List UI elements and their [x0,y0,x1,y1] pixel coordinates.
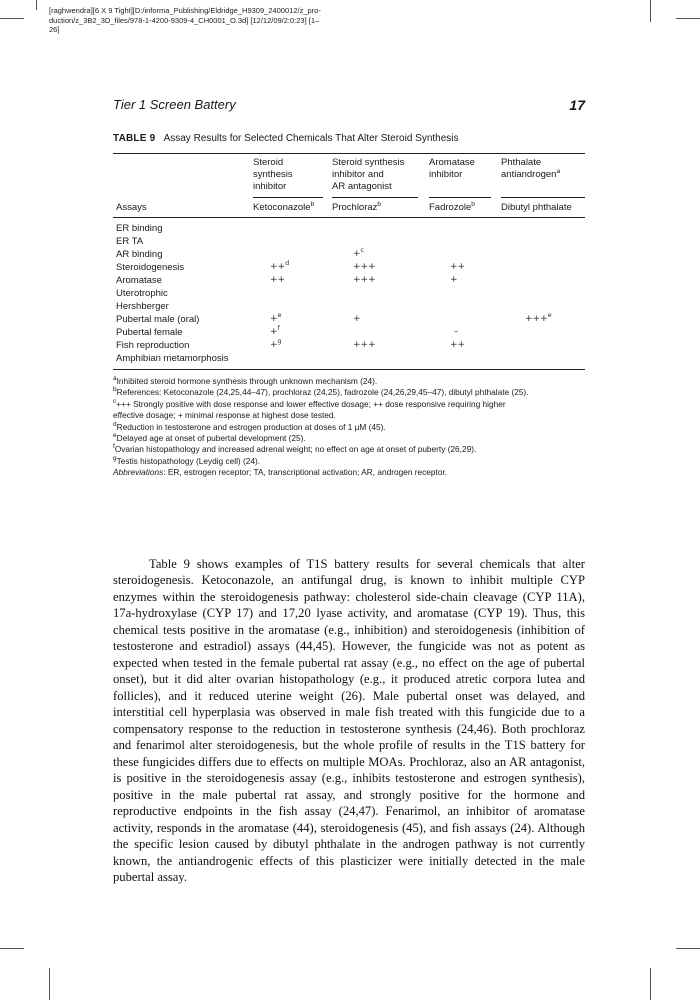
table-row [113,259,585,275]
group-underline [253,197,323,198]
table-row [113,246,585,262]
group-header-aromatase-inhibitor [429,157,475,181]
group-header-ar-antagonist [332,157,404,193]
footnote-mark: c [113,397,117,405]
result-value: + [450,275,458,285]
footnote-text: References: Ketoconazole (24,25,44–47), prochloraz (24,25), fadrozole (24,26,29,45–47), dibutyl phthalate (25). [116,387,529,398]
result-value: +++ [525,314,548,324]
group-underline [501,197,585,198]
footnote-text: Delayed age at onset of pubertal development (25). [116,433,306,444]
result-ketoconazole [270,324,280,337]
group-header-line: inhibitor [429,169,463,180]
result-fadrozole [454,327,459,337]
abbreviations-text: : ER, estrogen receptor; TA, transcriptional activation; AR, androgen receptor. [163,467,448,478]
footnote-ref: e [277,311,282,319]
footnote-text: Ovarian histopathology and increased adrenal weight; no effect on age at onset of puberty (26,29). [114,444,477,455]
result-fadrozole [450,262,465,272]
body-paragraph: Table 9 shows examples of T1S battery results for several chemicals that alter steroidogenesis. Ketoconazole, an antifungal drug, is known to inhibit multiple CYP enzymes within the steroidogenesis pathway: cholesterol side-chain cleavage (CYP 11A), 17a-hydroxylase (CYP 17) and 17,20 lyase activity, and aromatase (CYP 19). Thus, this chemical tests positive in the aromatase (e.g., inhibition) and steroidogenesis (inhibition of testosterone and estradiol) assays (44,45). However, the fungicide was not as potent as expected when tested in the female pubertal rat assay (e.g., no effect on the age of pubertal onset), but it did alter ovarian histopathology (e.g., it produced atretic corpora lutea and follicles), and it reduced uterine weight (26). Male pubertal onset was delayed, and interstitial cell hyperplasia was observed in male fish treated with this fungicide due to a compensatory response to the reduction in testosterone synthesis (24,46). Both prochloraz and fenarimol alter steroidogenesis, but the whole profile of results in the T1S battery for these fungicides differs due to effects on multiple MOAs. Prochloraz, also an AR antagonist, is positive in the steroidogenesis assay (e.g., inhibits testosterone and estrogen synthesis), positive in the male pubertal rat assay, and strongly positive for the hormone and reproductive endpoints in the fish assay (24,47). Fenarimol, an inhibitor of aromatase activity, responds in the aromatase (44), steroidogenesis (45), and fish assays (24). Although the specific lesion caused by dibutyl phthalate in the androgen pathway is not currently known, the antiandrogenic effects of this plasticizer were initially detected in the male pubertal assay. [113,556,585,885]
column-header-dibutyl-phthalate [501,202,572,213]
result-value: + [270,314,278,324]
group-header-line: Steroid synthesis [332,157,405,168]
table-group-headers [113,154,585,194]
footnote-ref: g [277,337,282,345]
group-header-line: AR antagonist [332,181,392,192]
crop-mark-bottom-right-vertical [650,968,651,1000]
chemical-name: Ketoconazole [253,202,311,213]
production-slug [49,6,389,35]
result-prochloraz [353,262,376,272]
result-prochloraz [353,246,365,259]
slug-line-3: 26] [49,25,60,34]
column-header-fadrozole [429,202,475,213]
abbreviations-label: Abbreviations [113,467,164,478]
table-row [113,337,585,353]
result-ketoconazole [270,311,282,324]
assay-name: Uterotrophic [116,288,168,299]
assay-name: Aromatase [116,275,162,286]
footnote-abbreviations [113,467,585,478]
column-header-assays: Assays [116,202,147,213]
result-ketoconazole [270,259,290,272]
result-value: +++ [353,262,376,272]
table-row [113,353,585,366]
footnote-mark: g [113,454,117,462]
crop-mark-bottom-right [676,948,700,949]
result-value: +++ [353,275,376,285]
table-row [113,311,585,327]
footnote-ref: f [277,324,280,332]
table-label: TABLE 9 [113,133,156,144]
table-row [113,301,585,314]
assay-name: Amphibian metamorphosis [116,353,229,364]
footnote-text: Reduction in testosterone and estrogen production at doses of 1 μM (45). [116,421,386,432]
column-header-ketoconazole [253,202,314,213]
running-head [113,97,585,113]
assay-name: Fish reproduction [116,340,190,351]
result-dibutyl-phthalate [525,311,552,324]
table-row [113,275,585,288]
crop-mark-bottom-left [0,948,24,949]
footnote-text: effective dosage; + minimal response at highest dose tested. [113,410,336,421]
footnote-ref: d [285,259,290,267]
footnote-ref: b [471,201,475,208]
result-value: + [353,249,361,259]
footnote-f [113,444,585,455]
table-row [113,236,585,249]
result-value: ++ [270,275,286,285]
group-header-line: Steroid [253,157,284,168]
group-underline [332,197,418,198]
result-value: + [270,327,278,337]
group-header-line: inhibitor and [332,169,384,180]
footnote-d [113,422,585,433]
assay-name: Hershberger [116,301,169,312]
assay-name: ER TA [116,236,144,247]
footnote-c [113,399,585,422]
result-fadrozole [450,340,465,350]
page-number: 17 [569,97,585,113]
result-prochloraz [353,340,376,350]
footnote-mark: e [113,432,117,440]
group-header-steroid-synthesis-inhibitor [253,157,293,193]
slug-line-1: [raghwendra][6 X 9 Tight][D:/informa_Publishing/Eldridge_H9309_2400012/z_pro- [49,6,321,15]
assay-name: Pubertal female [116,327,183,338]
group-header-phthalate-antiandrogen [501,157,560,181]
crop-mark-top-right-vertical [650,0,651,22]
footnote-mark: d [113,420,117,428]
table-row [113,324,585,340]
crop-mark-top-right [676,18,700,19]
table-body [113,218,585,369]
assay-name: Steroidogenesis [116,262,185,273]
footnote-ref: b [310,201,315,208]
group-header-line: Aromatase [429,157,475,168]
result-prochloraz [353,314,361,324]
footnote-a [113,376,585,387]
group-header-text: antiandrogen [501,169,557,180]
result-ketoconazole [270,275,285,285]
footnote-text: +++ Strongly positive with dose response and lower effective dosage; ++ dose responsive requiring higher [116,398,506,409]
group-header-line: inhibitor [253,181,287,192]
footnote-mark: a [113,375,117,382]
chemical-name: Dibutyl phthalate [501,202,572,213]
group-header-line [501,169,560,181]
footnote-ref: e [547,311,552,319]
assay-name: AR binding [116,249,163,260]
chemical-name: Prochloraz [332,202,378,213]
footnote-text: Testis histopathology (Leydig cell) (24). [116,455,261,466]
chemical-name: Fadrozole [429,202,472,213]
table-title: Assay Results for Selected Chemicals That Alter Steroid Synthesis [163,133,459,144]
group-underline [429,197,491,198]
footnote-mark: b [113,386,117,394]
footnote-mark: f [113,443,115,451]
group-header-line: synthesis [253,169,293,180]
crop-mark-top-left-vertical [36,0,37,10]
assay-name: ER binding [116,223,163,234]
footnote-text: Inhibited steroid hormone synthesis through unknown mechanism (24). [116,376,378,386]
result-fadrozole [450,275,458,285]
result-value: ++ [450,340,466,350]
result-ketoconazole [270,337,282,350]
footnote-ref: a [556,168,561,175]
crop-mark-bottom-left-vertical [49,968,50,1000]
group-header-line: Phthalate [501,157,542,168]
footnote-e [113,433,585,444]
assay-name: Pubertal male (oral) [116,314,200,325]
table-row [113,288,585,301]
result-value: ++ [270,262,286,272]
footnote-g [113,456,585,467]
result-value: + [353,314,361,324]
footnote-b [113,387,585,398]
crop-mark-top-left [0,18,24,19]
result-prochloraz [353,275,376,285]
table-caption [113,133,585,144]
footnote-ref: b [377,201,382,208]
slug-line-2: duction/z_3B2_3D_files/978-1-4200-9309-4_CH0001_O.3d] [12/12/09/2:0:23] [1– [49,15,320,25]
table-column-headers [113,200,585,217]
column-header-prochloraz [332,202,381,213]
table-bottom-rule [113,369,585,370]
footnote-ref: c [360,246,365,254]
table-footnotes [113,376,585,479]
table-row [113,223,585,236]
result-value: + [270,340,278,350]
running-head-title: Tier 1 Screen Battery [113,97,236,112]
result-value: ++ [450,262,466,272]
result-value: +++ [353,340,376,350]
table-9 [113,133,585,479]
result-value: – [454,327,459,337]
